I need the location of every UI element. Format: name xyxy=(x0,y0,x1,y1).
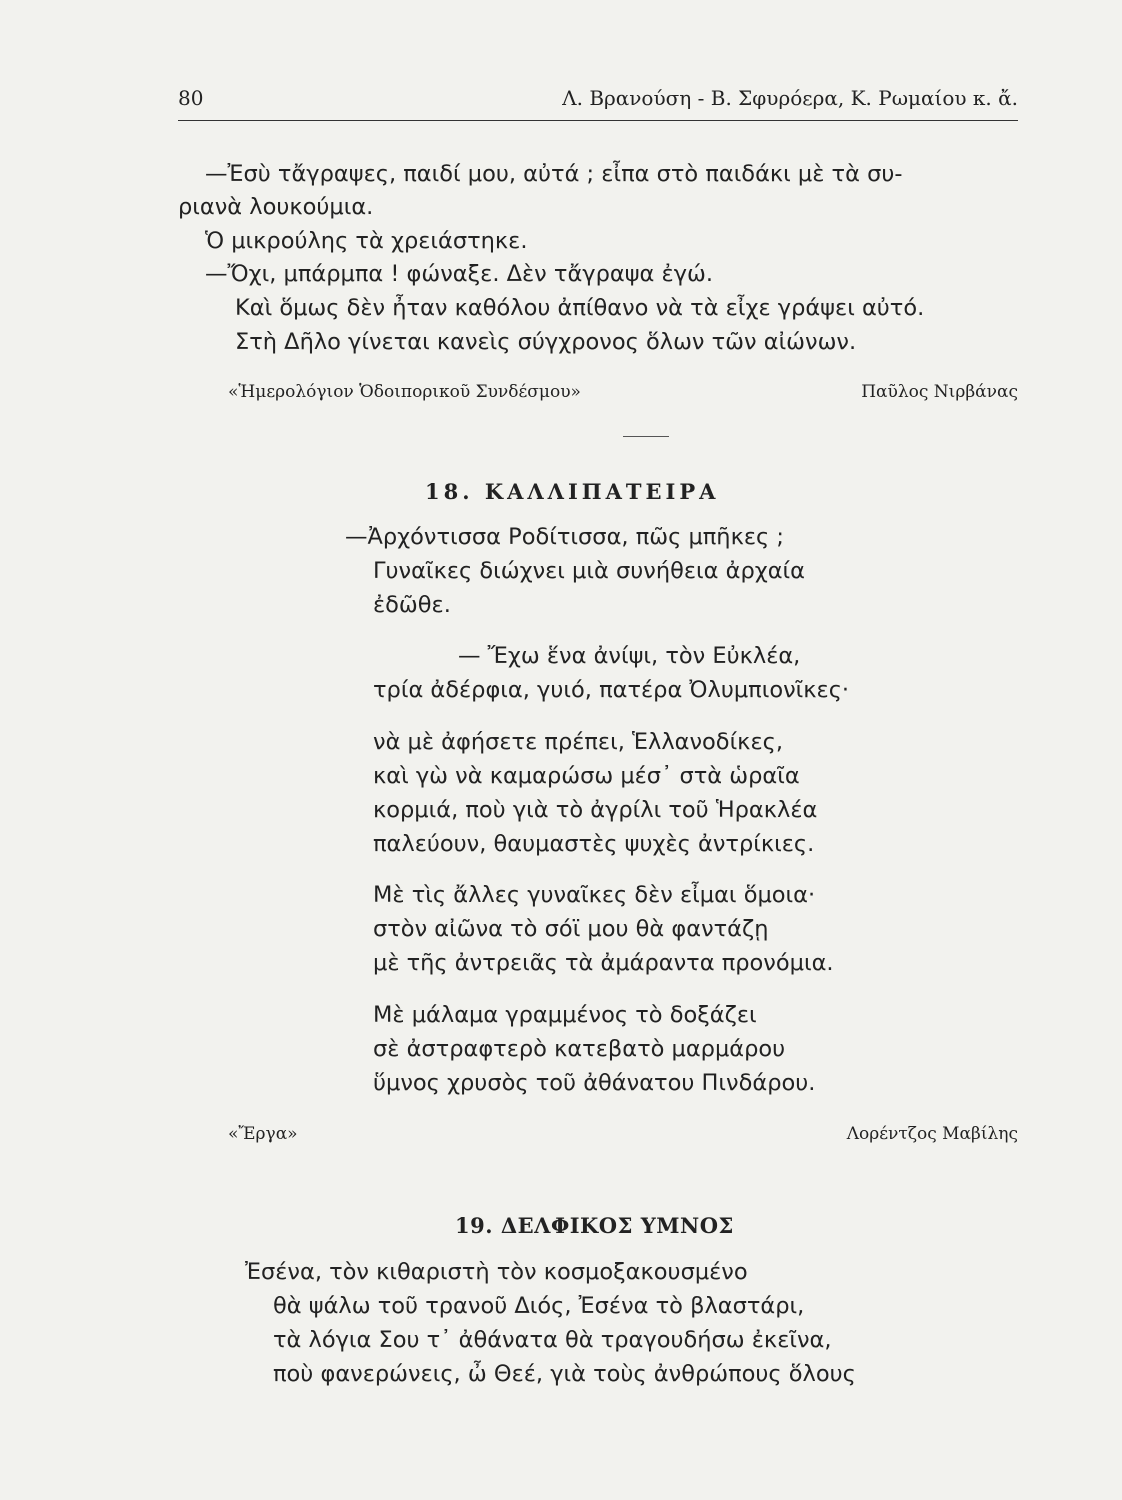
poem-line: Μὲ μάλαμα γραμμένος τὸ δοξάζει xyxy=(373,1002,757,1028)
running-title: Λ. Βρανούση - Β. Σφυρόερα, Κ. Ρωμαίου κ. ἄ. xyxy=(562,86,1018,110)
section-divider xyxy=(623,436,669,437)
poem-line: καὶ γὼ νὰ καμαρώσω μέσ᾽ στὰ ὡραῖα xyxy=(373,763,800,789)
prose-line: Ὁ μικρούλης τὰ χρειάστηκε. xyxy=(205,228,528,254)
poem-line: ἐδῶθε. xyxy=(373,592,451,618)
poem-line: τρία ἀδέρφια, γυιό, πατέρα Ὀλυμπιονῖκες· xyxy=(373,677,850,703)
poem-line: σὲ ἀστραφτερὸ κατεβατὸ μαρμάρου xyxy=(373,1036,786,1062)
prose-line: ριανὰ λουκούμια. xyxy=(178,194,374,220)
poem-line: Γυναῖκες διώχνει μιὰ συνήθεια ἀρχαία xyxy=(373,558,805,584)
section-title: 19. ΔΕΛΦΙΚΟΣ ΥΜΝΟΣ xyxy=(455,1213,734,1238)
poem-line: Ἐσένα, τὸν κιθαριστὴ τὸν κοσμοξακουσμένο xyxy=(245,1259,748,1285)
poem-line: τὰ λόγια Σου τ᾽ ἀθάνατα θὰ τραγουδήσω ἐκεῖνα, xyxy=(273,1327,832,1353)
source-citation: «Ἔργα» xyxy=(228,1124,298,1144)
poem-line: παλεύουν, θαυμαστὲς ψυχὲς ἀντρίκιες. xyxy=(373,831,815,857)
poem-line: θὰ ψάλω τοῦ τρανοῦ Διός, Ἐσένα τὸ βλαστάρι, xyxy=(273,1293,805,1319)
poem-line: —Ἀρχόντισσα Ροδίτισσα, πῶς μπῆκες ; xyxy=(345,524,784,550)
section-title: 18. ΚΑΛΛΙΠΑΤΕΙΡΑ xyxy=(425,479,720,504)
poem-line: μὲ τῆς ἀντρειᾶς τὰ ἀμάραντα προνόμια. xyxy=(373,950,834,976)
author-name: Παῦλος Νιρβάνας xyxy=(861,382,1018,402)
poem-line: Μὲ τὶς ἄλλες γυναῖκες δὲν εἶμαι ὅμοια· xyxy=(373,882,816,908)
prose-line: Καὶ ὅμως δὲν ἦταν καθόλου ἀπίθανο νὰ τὰ εἶχε γράψει αὐτό. xyxy=(235,295,925,321)
prose-line: —Ἐσὺ τἄγραψες, παιδί μου, αὐτά ; εἶπα στὸ παιδάκι μὲ τὰ συ- xyxy=(205,161,903,187)
poem-line: στὸν αἰῶνα τὸ σόϊ μου θὰ φαντάζῃ xyxy=(373,916,769,942)
poem-line: — Ἔχω ἕνα ἀνίψι, τὸν Εὐκλέα, xyxy=(458,643,801,669)
poem-line: νὰ μὲ ἀφήσετε πρέπει, Ἑλλανοδίκες, xyxy=(373,729,783,755)
page-header xyxy=(178,86,1018,116)
poem-line: ποὺ φανερώνεις, ὦ Θεέ, γιὰ τοὺς ἀνθρώπους ὅλους xyxy=(273,1361,856,1387)
author-name: Λορέντζος Μαβίλης xyxy=(846,1124,1018,1144)
prose-line: —Ὄχι, μπάρμπα ! φώναξε. Δὲν τἄγραψα ἐγώ. xyxy=(205,261,713,287)
page-number: 80 xyxy=(178,86,204,110)
source-citation: «Ἡμερολόγιον Ὁδοιπορικοῦ Συνδέσμου» xyxy=(228,382,581,402)
poem-line: ὕμνος χρυσὸς τοῦ ἀθάνατου Πινδάρου. xyxy=(373,1070,816,1096)
prose-line: Στὴ Δῆλο γίνεται κανεὶς σύγχρονος ὅλων τῶν αἰώνων. xyxy=(235,329,857,355)
poem-line: κορμιά, ποὺ γιὰ τὸ ἀγρίλι τοῦ Ἡρακλέα xyxy=(373,797,818,823)
header-rule xyxy=(178,120,1018,121)
